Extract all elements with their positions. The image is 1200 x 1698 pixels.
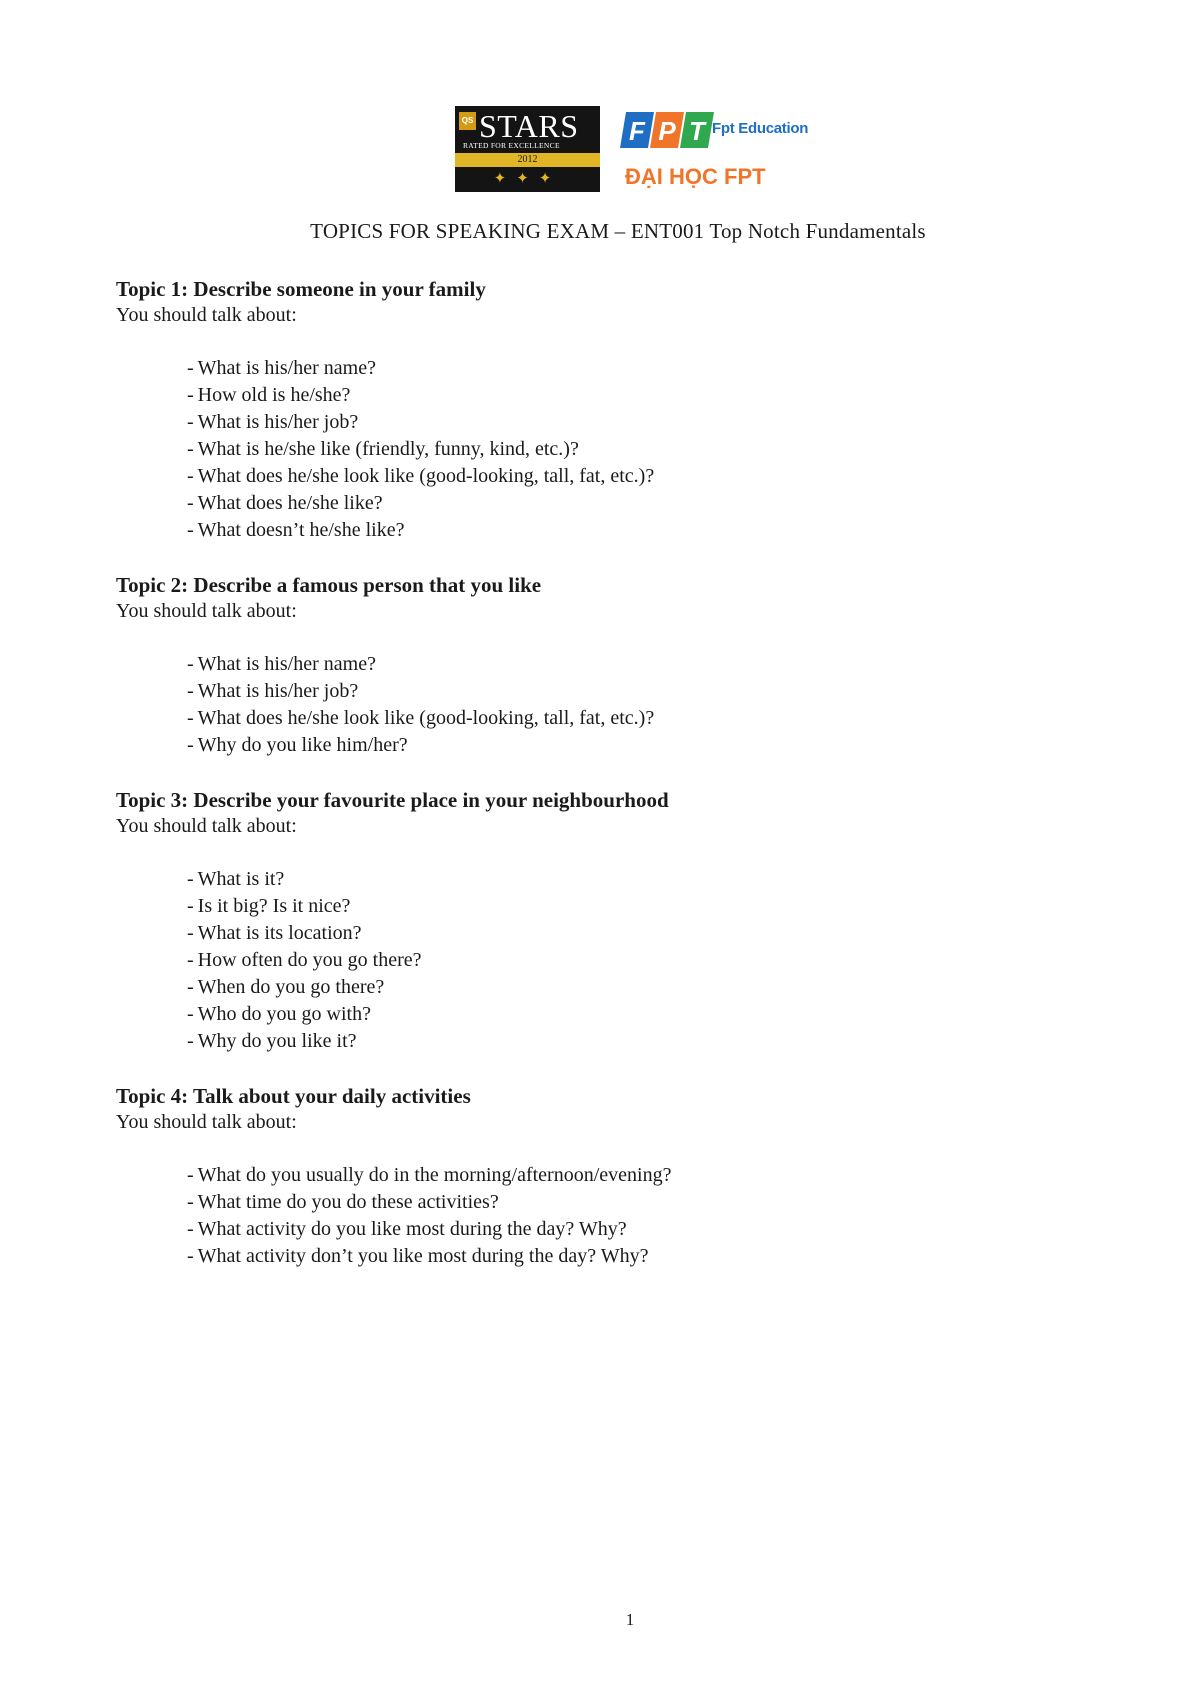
question-item [187, 1216, 1116, 1243]
dash: - [187, 411, 194, 433]
qs-year: 2012 [517, 154, 538, 165]
question-text: Is it big? Is it nice? [197, 895, 351, 917]
logo-row [455, 104, 815, 194]
question-text: How old is he/she? [197, 384, 351, 406]
question-text: What is his/her job? [197, 680, 359, 702]
question-text: What is it? [197, 868, 285, 890]
fpt-education-logo [620, 104, 820, 196]
dash: - [187, 949, 194, 971]
question-item [187, 678, 1116, 705]
question-text: What does he/she like? [197, 492, 383, 514]
dash: - [187, 1245, 194, 1267]
dash: - [187, 922, 194, 944]
question-item [187, 382, 1116, 409]
fpt-letters-icon [620, 110, 716, 150]
question-text: Who do you go with? [197, 1003, 371, 1025]
question-list [116, 866, 1116, 1055]
question-text: What doesn’t he/she like? [197, 519, 405, 541]
dash: - [187, 1003, 194, 1025]
question-item [187, 732, 1116, 759]
topic-intro: You should talk about: [116, 304, 297, 326]
dash: - [187, 492, 194, 514]
qs-tagline: RATED FOR EXCELLENCE [463, 141, 560, 150]
question-item [187, 920, 1116, 947]
topic-1 [116, 276, 1116, 544]
question-text: When do you go there? [197, 976, 385, 998]
topics-section [116, 276, 1116, 1298]
dash: - [187, 868, 194, 890]
fpt-letter-t: T [689, 116, 705, 146]
topic-intro: You should talk about: [116, 815, 297, 837]
topic-heading: Topic 1: Describe someone in your family [116, 277, 486, 301]
question-item [187, 651, 1116, 678]
question-item [187, 463, 1116, 490]
question-list [116, 651, 1116, 759]
question-text: What activity do you like most during the day? Why? [197, 1218, 627, 1240]
question-text: What time do you do these activities? [197, 1191, 499, 1213]
dash: - [187, 357, 194, 379]
dash: - [187, 976, 194, 998]
question-item [187, 1162, 1116, 1189]
topic-intro: You should talk about: [116, 600, 297, 622]
fpt-education-text: Fpt Education [712, 120, 809, 137]
topic-2 [116, 572, 1116, 759]
question-item [187, 409, 1116, 436]
question-list [116, 1162, 1116, 1270]
dash: - [187, 734, 194, 756]
dash: - [187, 1218, 194, 1240]
qs-stars-logo [455, 106, 600, 192]
question-list [116, 355, 1116, 544]
qs-logo-top [455, 106, 600, 152]
question-text: What do you usually do in the morning/afternoon/evening? [197, 1164, 672, 1186]
question-item [187, 355, 1116, 382]
question-item [187, 974, 1116, 1001]
document-title: TOPICS FOR SPEAKING EXAM – ENT001 Top Notch Fundamentals [310, 219, 926, 243]
dash: - [187, 1191, 194, 1213]
qs-star-icons: ✦✦✦ [493, 171, 562, 187]
question-text: What activity don’t you like most during the day? Why? [197, 1245, 649, 1267]
question-text: What does he/she look like (good-looking, tall, fat, etc.)? [197, 707, 655, 729]
question-text: What is his/her name? [197, 653, 376, 675]
question-item [187, 436, 1116, 463]
topic-intro: You should talk about: [116, 1111, 297, 1133]
topic-heading: Topic 2: Describe a famous person that you like [116, 573, 542, 597]
fpt-letter-p: P [658, 116, 676, 146]
question-text: Why do you like him/her? [197, 734, 408, 756]
dash: - [187, 519, 194, 541]
question-text: Why do you like it? [197, 1030, 357, 1052]
qs-stars-text: STARS [479, 108, 579, 144]
question-item [187, 1001, 1116, 1028]
question-item [187, 517, 1116, 544]
question-item [187, 866, 1116, 893]
question-item [187, 705, 1116, 732]
topic-3 [116, 787, 1116, 1055]
question-text: What is his/her name? [197, 357, 376, 379]
fpt-university-text: ĐẠI HỌC FPT [625, 164, 766, 189]
question-text: What is its location? [197, 922, 362, 944]
question-item [187, 1243, 1116, 1270]
question-text: What is he/she like (friendly, funny, kind, etc.)? [197, 438, 579, 460]
dash: - [187, 707, 194, 729]
question-text: What does he/she look like (good-looking, tall, fat, etc.)? [197, 465, 655, 487]
dash: - [187, 895, 194, 917]
topic-heading: Topic 3: Describe your favourite place in your neighbourhood [116, 788, 669, 812]
question-item [187, 1189, 1116, 1216]
dash: - [187, 384, 194, 406]
fpt-letter-f: F [629, 116, 645, 146]
question-item [187, 893, 1116, 920]
qs-badge: QS [459, 112, 476, 130]
question-item [187, 490, 1116, 517]
question-text: What is his/her job? [197, 411, 359, 433]
dash: - [187, 438, 194, 460]
dash: - [187, 1164, 194, 1186]
topic-4 [116, 1083, 1116, 1270]
dash: - [187, 680, 194, 702]
dash: - [187, 1030, 194, 1052]
page-number: 1 [625, 1610, 635, 1629]
dash: - [187, 465, 194, 487]
dash: - [187, 653, 194, 675]
question-item [187, 1028, 1116, 1055]
topic-heading: Topic 4: Talk about your daily activities [116, 1084, 471, 1108]
question-text: How often do you go there? [197, 949, 422, 971]
question-item [187, 947, 1116, 974]
